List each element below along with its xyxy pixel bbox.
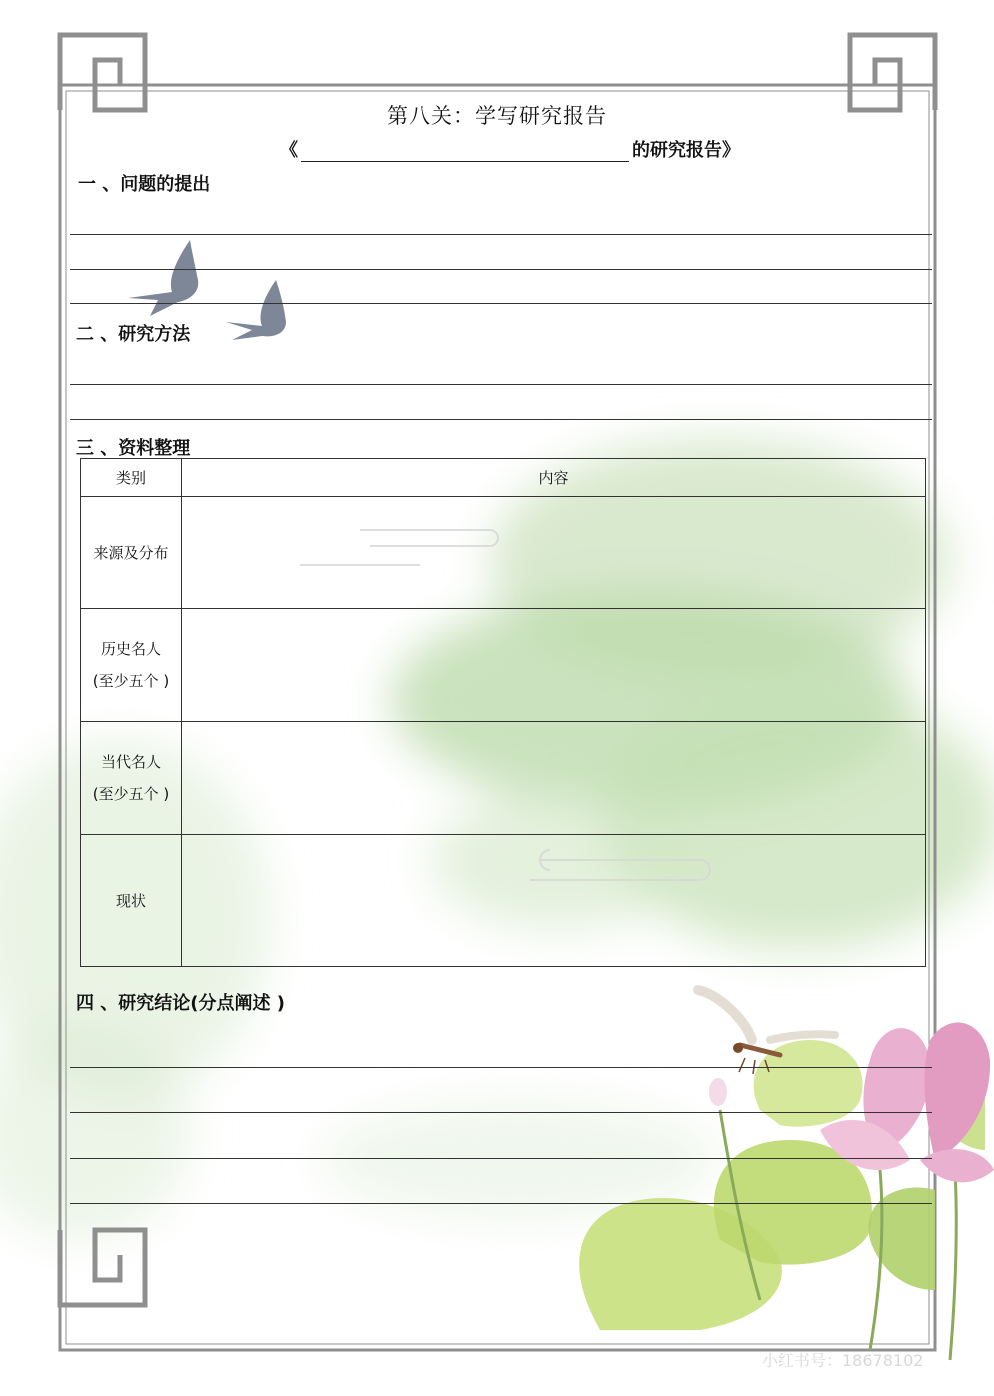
writing-line[interactable] <box>70 384 932 385</box>
table-row-content-cell[interactable] <box>182 497 926 609</box>
table-row <box>81 609 926 722</box>
section-heading-materials: 三 、资料整理 <box>76 438 191 459</box>
category-label: 来源及分布 <box>93 543 169 562</box>
table-row-content-cell[interactable] <box>182 722 926 835</box>
report-title-open-bracket: 《 <box>280 140 298 161</box>
table-row-category <box>81 609 182 722</box>
writing-line[interactable] <box>70 1067 932 1068</box>
table-row-category <box>81 497 182 609</box>
table-header-category: 类别 <box>81 459 182 497</box>
writing-line[interactable] <box>70 1203 932 1204</box>
category-note: (至少五个 ) <box>92 672 170 690</box>
writing-line[interactable] <box>70 234 932 235</box>
table-row <box>81 835 926 967</box>
writing-line[interactable] <box>70 1112 932 1113</box>
table-header-row <box>81 459 926 497</box>
table-row-category <box>81 835 182 967</box>
table-row <box>81 497 926 609</box>
category-label: 现状 <box>115 891 146 910</box>
category-label: 当代名人 <box>100 753 161 771</box>
table-header-content: 内容 <box>182 459 926 497</box>
page-title: 第八关：学写研究报告 <box>387 104 607 128</box>
writing-line[interactable] <box>70 303 932 304</box>
table-row-category <box>81 722 182 835</box>
writing-line[interactable] <box>70 1158 932 1159</box>
report-title-suffix: 的研究报告》 <box>632 140 740 161</box>
writing-line[interactable] <box>70 269 932 270</box>
table-row <box>81 722 926 835</box>
section-heading-method: 二 、研究方法 <box>76 324 191 345</box>
writing-line[interactable] <box>70 419 932 420</box>
table-row-content-cell[interactable] <box>182 609 926 722</box>
watermark-text: 小红书号：18678102 <box>762 1351 924 1370</box>
table-row-content-cell[interactable] <box>182 835 926 967</box>
category-note: (至少五个 ) <box>92 785 170 803</box>
section-heading-conclusion: 四 、研究结论(分点阐述 ) <box>76 993 285 1014</box>
report-title-line <box>280 136 740 162</box>
category-label: 历史名人 <box>100 640 161 658</box>
section-heading-question: 一 、问题的提出 <box>78 174 211 195</box>
materials-table <box>80 458 926 967</box>
report-title-blank[interactable] <box>301 147 629 162</box>
